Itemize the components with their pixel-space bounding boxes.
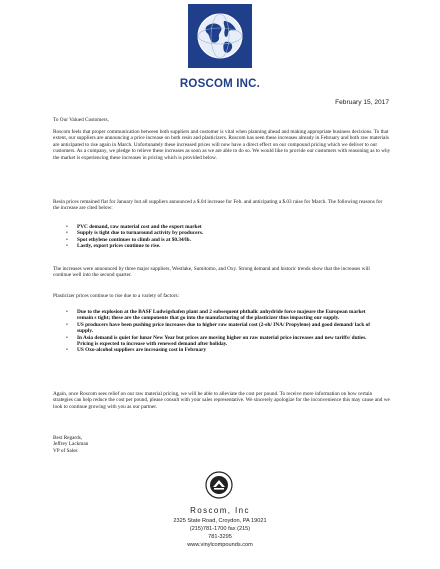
resin-reasons-list: [66, 224, 346, 250]
footer-website[interactable]: www.vinylcompounds.com: [187, 542, 253, 548]
intro-paragraph: [53, 129, 391, 161]
list-item-text: Lastly, export prices continue to rise.: [77, 243, 161, 250]
bullet-icon: •: [66, 347, 68, 354]
suppliers-paragraph: [53, 266, 388, 279]
footer-phone: (215)781-1700 fax (215): [189, 526, 251, 532]
list-item-text: Due to the explosion at the BASF Ludwigshafen plant and 2 subsequent phthalic anhydride force majeure the European market remain s tight; these are the components that go into the manufacturing of the plasticizer thus impacting our supply.: [77, 309, 366, 322]
bullet-icon: •: [66, 309, 68, 315]
list-item-text: Supply is tight due to turnaround activity by producers.: [77, 230, 204, 237]
footer-seal-icon: [205, 471, 233, 499]
list-item-text: PVC demand, raw material cost and the export market: [77, 224, 202, 230]
footer-phone-continued: 781-3295: [208, 534, 232, 540]
plasticizer-reasons-list: [66, 309, 376, 354]
closing-text: Again, once Roscom sees relief on our raw material pricing, we will be able to alleviate the cost per pound. To receive more information on how certain strategies can help reduce the cost per pound, please consult with your sales representative. We sincerely apologize for the inconvenience this may cause and we look to continue growing with you as our partner.: [53, 391, 390, 410]
bullet-icon: •: [66, 236, 68, 243]
signoff-regards: Best Regards,: [53, 435, 83, 441]
footer-company-name: Roscom, Inc: [190, 506, 250, 515]
footer-address: 2325 State Road, Croydon, PA 19021: [173, 518, 267, 524]
company-logo: [188, 4, 252, 68]
closing-paragraph: [53, 391, 391, 410]
plasticizer-text: Plasticizer prices continue to rise due to a variety of factors:: [53, 293, 179, 299]
signoff-name: Jeffrey Lackman: [53, 441, 89, 448]
plasticizer-paragraph: [53, 293, 393, 299]
greeting: To Our Valued Customers,: [53, 117, 109, 123]
bullet-icon: •: [66, 224, 68, 230]
letter-date: February 15, 2017: [335, 99, 389, 106]
bullet-icon: •: [66, 230, 68, 237]
list-item: [66, 309, 376, 322]
list-item: [66, 243, 346, 249]
list-item-text: Spot ethylene continues to climb and is at $0.34/lb.: [77, 236, 191, 243]
list-item-text: US producers have been pushing price increases due to higher raw material cost (2-eh/ INA/ Propylene) and good demand/ lack of supply.: [77, 321, 370, 335]
list-item: [66, 322, 376, 335]
signoff-title: VP of Sales: [53, 447, 78, 454]
resin-paragraph: [53, 199, 388, 212]
resin-text: Resin prices remained flat for January but all suppliers announced a $.04 increase for Feb. and anticipating a $.03 raise for March. The following reasons for the increase are cited below:: [53, 199, 383, 212]
bullet-icon: •: [66, 321, 68, 328]
list-item: [66, 347, 376, 353]
list-item-text: US Oxo-alcohol suppliers are increasing cost in February: [77, 347, 207, 354]
globe-icon: [188, 4, 252, 68]
list-item-text: In Asia demand is quiet for lunar New Year but prices are moving higher on raw material price increases and new tariffs/ duties. Pricing is expected to increase with renewed demand after holiday.: [77, 334, 367, 348]
company-name: ROSCOM INC.: [179, 78, 261, 90]
intro-text: Roscom feels that proper communication between both suppliers and customer is vital when planning ahead and making appropriate business decisions. To that extent, our suppliers are announcing a price increase on both resin and plasticizers. Roscom has seen these increases already in February and both raw materials are anticipated to rise again in March. Unfortunately these increased prices will now have a direct effect on our compound pricing which we deliver to our customers. As a company, we pledge to relieve these increases as soon as we are able to do so. We would like to provide our customers with reasoning as to why the market is experiencing these increases in pricing which is provided below.: [53, 129, 391, 161]
bullet-icon: •: [66, 243, 68, 250]
suppliers-text: The increases were announced by three major suppliers, Westlake, Sumitomo, and Oxy. Strong demand and historic trends show that the increases will continue well into the second quarter.: [53, 266, 370, 279]
list-item: [66, 335, 376, 348]
signoff: [53, 435, 393, 454]
bullet-icon: •: [66, 334, 68, 341]
